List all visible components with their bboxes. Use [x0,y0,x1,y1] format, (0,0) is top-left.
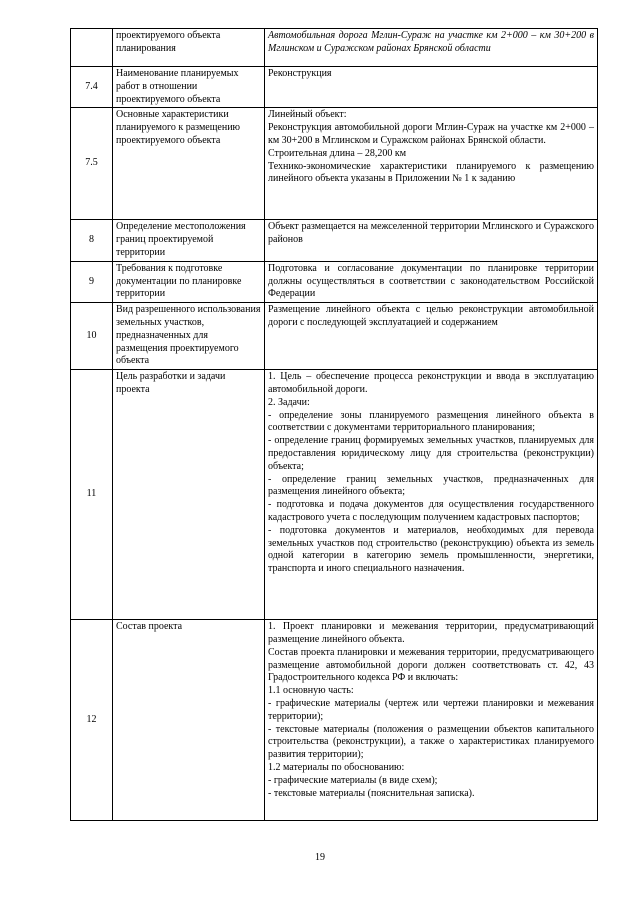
value-line: Линейный объект: [268,109,347,121]
row-parameter-name: Вид разрешенного использования земельных участков, предназначенных для размещения проектируемого объекта [113,303,265,370]
value-line: - подготовка документов и материалов, необходимых для перевода земельных участков под строительство (реконструкцию) объекта из земель одной категории в категорию земель промышленности, энергетики, транспорта и иного специального назначения. [268,524,594,575]
table-row [71,261,598,302]
row-parameter-name: Состав проекта [113,620,265,821]
row-number: 12 [71,620,113,821]
value-line: 1.2 материалы по обоснованию: [268,761,405,773]
row-number: 7.4 [71,67,113,108]
row-parameter-value [265,303,598,370]
value-line: - определение зоны планируемого размещения линейного объекта в соответствии с документами территориального планирования; [268,409,594,434]
row-parameter-value [265,370,598,620]
table-row [71,67,598,108]
row-parameter-name: Основные характеристики планируемого к размещению проектируемого объекта [113,108,265,220]
row-parameter-name: Наименование планируемых работ в отношении проектируемого объекта [113,67,265,108]
value-line: Размещение линейного объекта с целью реконструкции автомобильной дороги с последующей эксплуатацией и содержанием [268,304,594,328]
value-line: Состав проекта планировки и межевания территории, предусматривающего размещение автомобильной дороги должен соответствовать ст. 42, 43 Градостроительного кодекса РФ и включать: [268,646,594,684]
row-number: 7.5 [71,108,113,220]
row-parameter-name: Определение местоположения границ проектируемой территории [113,220,265,261]
table-row [71,220,598,261]
value-line: - определение границ земельных участков, предназначенных для размещения линейного объекта; [268,473,594,498]
row-parameter-value [265,29,598,67]
value-line: - текстовые материалы (положения о размещении объектов капитального строительства (реконструкции), а также о характеристиках планируемого развития территории); [268,723,594,761]
value-line: Автомобильная дорога Мглин-Сураж на участке км 2+000 – км 30+200 в Мглинском и Суражском районах Брянской области [268,30,594,54]
row-parameter-name: Цель разработки и задачи проекта [113,370,265,620]
value-line: Строительная длина – 28,200 км [268,147,407,159]
value-line: 1. Проект планировки и межевания территории, предусматривающий размещение линейного объекта. [268,621,594,645]
value-line: - подготовка и подача документов для осуществления государственного кадастрового учета с последующим получением кадастровых паспортов; [268,499,594,523]
page-number: 19 [315,852,325,863]
value-line: - определение границ формируемых земельных участков, планируемых для предоставления юридическому лицу для строительства (реконструкции) объекта; [268,435,594,472]
row-parameter-value [265,261,598,302]
value-line: 2. Задачи: [268,396,310,408]
row-parameter-name: Требования к подготовке документации по планировке территории [113,261,265,302]
value-line: - графические материалы (в виде схем); [268,774,438,786]
specification-table [70,28,598,821]
value-line: Реконструкция автомобильной дороги Мглин-Сураж на участке км 2+000 – км 30+200 в Мглинском и Суражском районах Брянской области. [268,122,594,146]
value-line: Реконструкция [268,68,332,79]
table-row [71,29,598,67]
row-number: 8 [71,220,113,261]
value-line: 1.1 основную часть: [268,685,354,697]
row-number: 9 [71,261,113,302]
value-line: 1. Цель – обеспечение процесса реконструкции и ввода в эксплуатацию автомобильной дороги. [268,371,594,395]
row-parameter-value [265,67,598,108]
value-line: Технико-экономические характеристики планируемого к размещению линейного объекта указаны в Приложении № 1 к заданию [268,160,594,185]
row-number [71,29,113,67]
specification-table-body [71,29,598,821]
row-parameter-value [265,108,598,220]
row-parameter-value [265,220,598,261]
row-number: 11 [71,370,113,620]
row-number: 10 [71,303,113,370]
value-line: - графические материалы (чертеж или чертежи планировки и межевания территории); [268,697,594,722]
table-row [71,108,598,220]
value-line: - текстовые материалы (пояснительная записка). [268,787,475,799]
value-line: Подготовка и согласование документации по планировке территории должны осуществляться в соответствии с законодательством Российской Федерации [268,262,594,300]
row-parameter-name: проектируемого объекта планирования [113,29,265,67]
value-line: Объект размещается на межселенной территории Мглинского и Суражского районов [268,221,594,246]
table-row [71,620,598,821]
table-row [71,370,598,620]
row-parameter-value [265,620,598,821]
table-row [71,303,598,370]
